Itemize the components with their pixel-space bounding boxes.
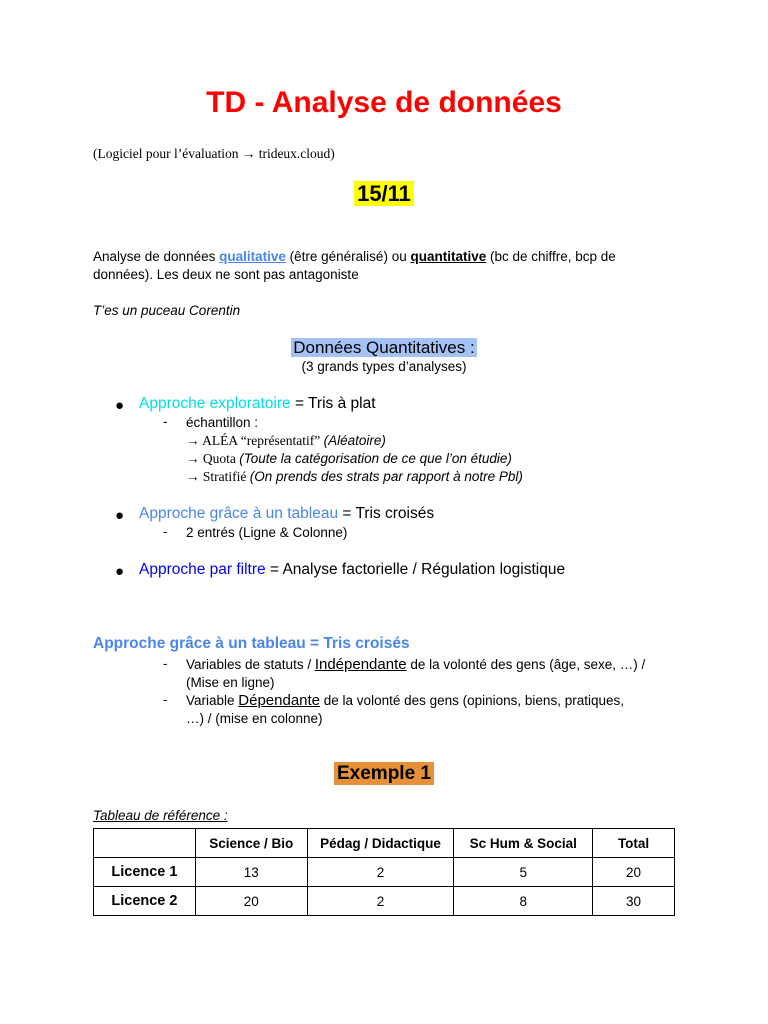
intro-text-a: Analyse de données xyxy=(93,249,220,264)
table-row xyxy=(94,887,675,916)
section-heading: Approche grâce à un tableau = Tris croisés xyxy=(93,635,410,652)
table-header-row xyxy=(94,829,675,858)
date-label: 15/11 xyxy=(354,181,414,206)
bullet-dot: ● xyxy=(115,563,125,580)
sample-type: → ALÉA “représentatif” xyxy=(186,433,324,448)
header-cell xyxy=(94,829,196,858)
table-cell: 2 xyxy=(307,887,454,916)
bullet-dot: ● xyxy=(115,397,125,414)
list-item-text xyxy=(139,505,434,523)
bullet-dot: ● xyxy=(115,507,125,524)
example-heading xyxy=(0,763,768,785)
quant-subheading: (3 grands types d’analyses) xyxy=(301,359,467,374)
dash: - xyxy=(163,656,168,671)
sample-type: → Quota xyxy=(186,451,240,466)
table-cell: 30 xyxy=(593,887,675,916)
table-cell: 8 xyxy=(454,887,593,916)
subtitle: (Logiciel pour l’évaluation → trideux.cloud) xyxy=(93,146,335,161)
dash: - xyxy=(163,414,168,429)
table-cell: 13 xyxy=(195,858,307,887)
dash: - xyxy=(163,692,168,707)
list-item-text xyxy=(139,395,376,413)
text: de la volonté des gens (âge, sexe, …) / xyxy=(406,657,646,672)
date-heading xyxy=(0,181,768,207)
quantitative-term: quantitative xyxy=(410,249,487,264)
text: Variables de statuts / xyxy=(186,657,315,672)
quant-heading-text: Données Quantitatives : xyxy=(293,338,475,357)
sample-type: → Stratifié xyxy=(186,469,250,484)
header-cell: Sc Hum & Social xyxy=(454,829,593,858)
variable-independante xyxy=(186,656,686,692)
variable-dependante xyxy=(186,692,686,728)
sub-item-entrees: 2 entrés (Ligne & Colonne) xyxy=(186,525,348,540)
table-cell: 20 xyxy=(593,858,675,887)
intro-line2: données). Les deux ne sont pas antagoniste xyxy=(93,267,359,282)
approach-result: = Tris à plat xyxy=(290,395,376,412)
term-independante: Indépendante xyxy=(314,656,407,673)
reference-table xyxy=(93,828,675,916)
approach-result: = Tris croisés xyxy=(338,505,435,522)
approach-label: Approche par filtre xyxy=(139,561,266,578)
approach-label: Approche grâce à un tableau xyxy=(139,505,339,522)
term-dependante: Dépendante xyxy=(238,692,321,709)
approach-label: Approche exploratoire xyxy=(139,395,291,412)
example-label: Exemple 1 xyxy=(334,762,434,785)
text: de la volonté des gens (opinions, biens, pratiques, xyxy=(320,693,624,708)
row-header: Licence 1 xyxy=(94,858,196,887)
quant-heading xyxy=(0,338,768,358)
table-cell: 2 xyxy=(307,858,454,887)
header-cell: Science / Bio xyxy=(195,829,307,858)
list-item-text xyxy=(139,561,565,579)
header-cell: Total xyxy=(593,829,675,858)
intro-text-c: (bc de chiffre, bcp de xyxy=(486,249,616,264)
sample-line-quota xyxy=(186,450,512,468)
intro-paragraph xyxy=(93,248,683,284)
table-row xyxy=(94,858,675,887)
text: …) / (mise en colonne) xyxy=(186,711,323,726)
italic-note: T’es un puceau Corentin xyxy=(93,303,241,318)
approach-result: = Analyse factorielle / Régulation logistique xyxy=(265,561,566,578)
qualitative-link[interactable]: qualitative xyxy=(219,249,286,264)
sample-desc: (On prends des strats par rapport à notre Pbl) xyxy=(249,469,523,484)
sample-line-alea xyxy=(186,432,386,450)
text: (Mise en ligne) xyxy=(186,675,275,690)
table-cell: 20 xyxy=(195,887,307,916)
dash: - xyxy=(163,524,168,539)
sample-desc: (Toute la catégorisation de ce que l’on étudie) xyxy=(239,451,512,466)
header-cell: Pédag / Didactique xyxy=(307,829,454,858)
text: Variable xyxy=(186,693,239,708)
table-cell: 5 xyxy=(454,858,593,887)
sample-line-stratifie xyxy=(186,468,523,486)
page-title: TD - Analyse de données xyxy=(206,86,562,119)
table-caption: Tableau de référence : xyxy=(93,808,228,823)
sample-desc: (Aléatoire) xyxy=(323,433,386,448)
row-header: Licence 2 xyxy=(94,887,196,916)
sub-item-echantillon: échantillon : xyxy=(186,415,259,430)
intro-text-b: (être généralisé) ou xyxy=(285,249,411,264)
